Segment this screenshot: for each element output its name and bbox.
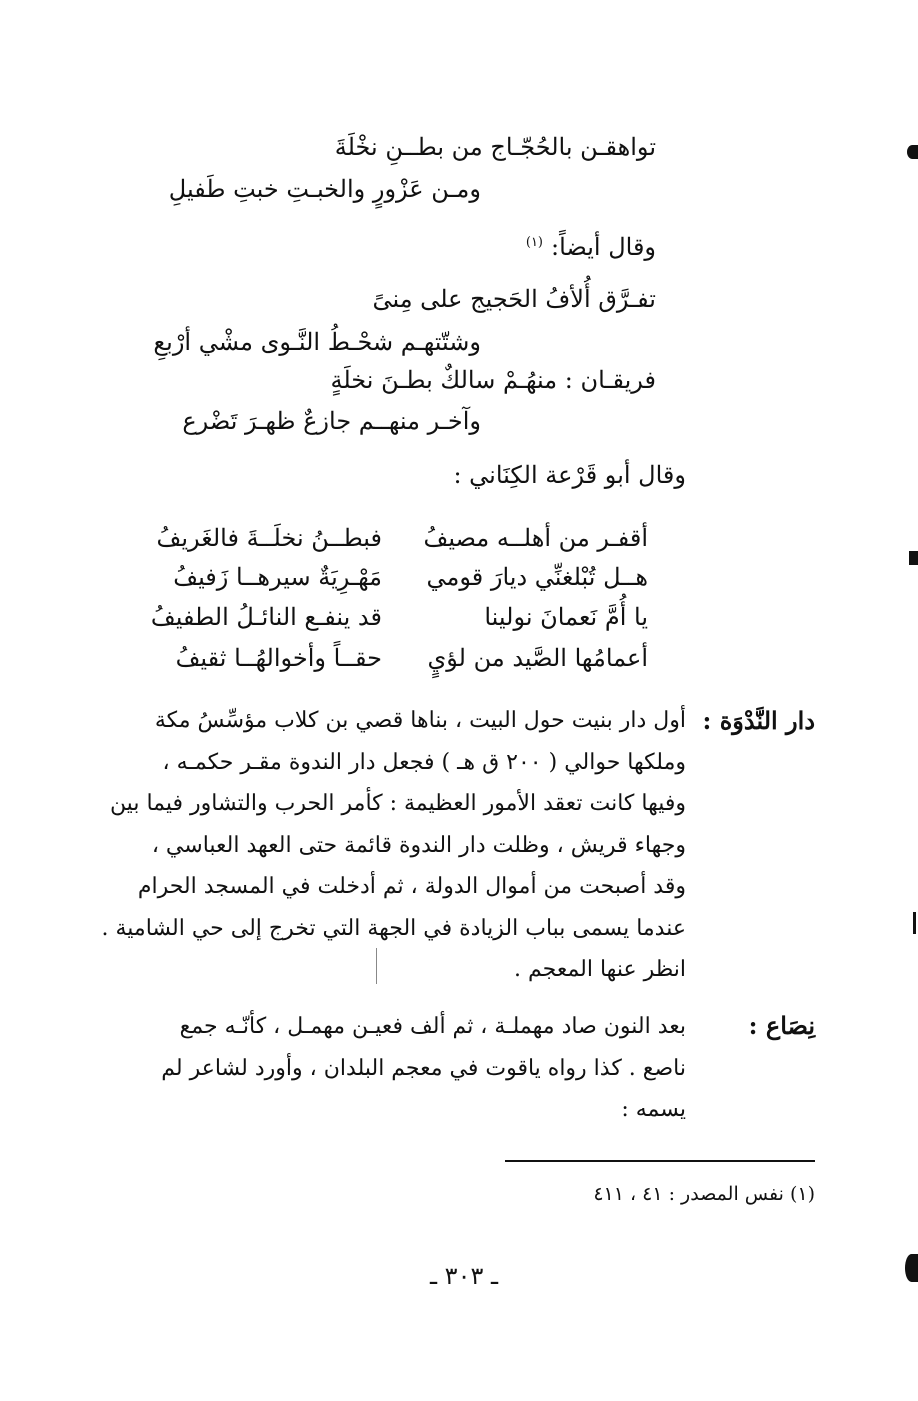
poem3-verse4-left: حقــاً وأخوالهُــا ثقيفُ (175, 644, 382, 672)
page-number: ـ ٣٠٣ ـ (430, 1262, 499, 1290)
poem3-verse4-right: أعمامُها الصَّيد من لؤيٍ (427, 644, 648, 672)
entry-body-nisa (150, 1006, 686, 1131)
entry-heading-dar-alnadwa: دار النَّدْوَة : (702, 706, 815, 735)
poem3-verse1-right: أقفـر من أهلــه مصيفُ (423, 524, 648, 552)
entry-heading-nisa: نِصَاع : (748, 1011, 815, 1040)
entry-body-dar-alnadwa (101, 700, 686, 991)
poem3-verse2-left: مَهْـرِيَةٌ سيرهــا زَفيفُ (173, 563, 382, 591)
entry2-line: يسمه : (621, 1097, 686, 1122)
poem3-verse3-right: يا أُمَّ نَعمانَ نولينا (484, 603, 648, 631)
poem2-intro (526, 226, 656, 264)
entry1-line: وفيها كانت تعقد الأمور العظيمة : كأمر الحرب والتشاور فيما بين (109, 791, 686, 816)
poem3-verse1-left: فبطــنُ نخلَــةَ فالغَريفُ (156, 524, 382, 552)
entry2-line: ناصع . كذا رواه ياقوت في معجم البلدان ، وأورد لشاعر لم (161, 1055, 686, 1081)
poem3-verse3-left: قد ينفـع النائـلُ الطفيفُ (150, 603, 382, 631)
entry1-line: وقد أصبحت من أموال الدولة ، ثم أدخلت في المسجد الحرام (137, 874, 686, 899)
entry2-line: بعد النون صاد مهملـة ، ثم ألف فعيـن مهمـل ، كأنّـه جمع (179, 1014, 686, 1039)
entry1-line: وملكها حوالي ( ٢٠٠ ق هـ ) فجعل دار الندوة مقـر حكمـه ، (162, 749, 686, 775)
footnote-ref: (١) (525, 235, 543, 250)
footnote-divider (505, 1160, 815, 1162)
scan-edge-mark (376, 948, 377, 984)
poem2-line2: وشتّتهـم شحْـطُ النَّـوى مشْي أرْبعِ (153, 328, 481, 356)
scan-edge-mark (905, 1254, 918, 1282)
entry1-line: أول دار بنيت حول البيت ، بناها قصي بن كلاب مؤسِّسُ مكة (154, 708, 686, 733)
poem1-line1: تواهقـن بالحُجّـاج من بطــنِ نخْلَةَ (334, 133, 656, 161)
entry1-line: عندما يسمى بباب الزيادة في الجهة التي تخرج إلى حي الشامية . (101, 915, 686, 941)
footnote: (١) نفس المصدر : ٤١ ، ٤١١ (593, 1183, 815, 1205)
entry1-line: وجهاء قريش ، وظلت دار الندوة قائمة حتى العهد العباسي ، (151, 832, 686, 858)
poem3-intro: وقال أبو قَرْعة الكِنَاني : (453, 461, 686, 489)
scan-edge-mark (909, 551, 918, 565)
scan-edge-mark (907, 145, 918, 159)
poem2-line1: تفـرَّق أُلأفُ الحَجيج على مِنىً (372, 285, 656, 313)
entry1-line: انظر عنها المعجم . (514, 957, 686, 982)
poem2-line3: فريقـان : منهُـمْ سالكٌ بطـنَ نخلَةٍ (330, 366, 656, 394)
poem2-line4: وآخـر منهــم جازعٌ ظهـرَ تَضْرع (182, 407, 481, 435)
poem3-verse2-right: هــل تُبْلغنِّي ديارَ قومي (426, 563, 648, 591)
scan-edge-mark (913, 912, 916, 934)
poem1-line2: ومـن عَزْورٍ والخبـتِ خبتِ طَفيلِ (168, 175, 481, 203)
poem2-intro-text: وقال أيضاً: (551, 233, 656, 261)
